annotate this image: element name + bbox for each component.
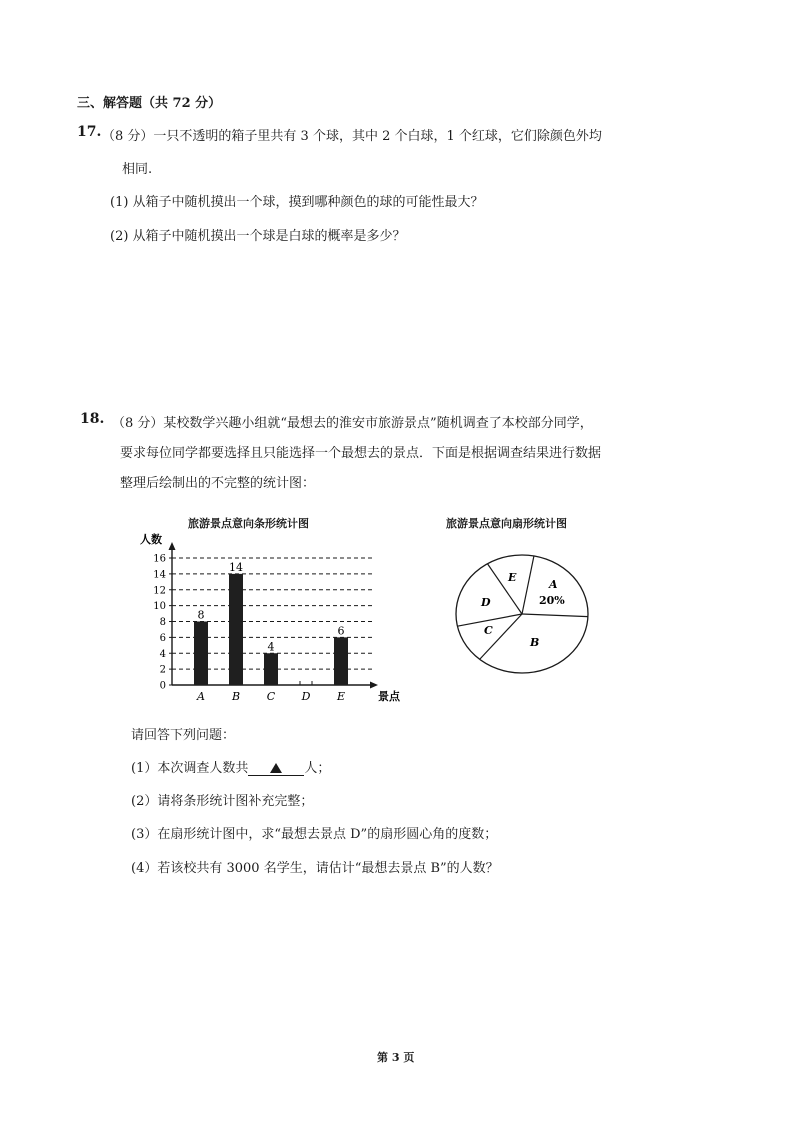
pie-label-C: C xyxy=(484,624,493,637)
x-axis-arrow-icon xyxy=(370,682,378,689)
question-18-sub1-suffix: 人； xyxy=(304,761,331,776)
question-17-sub1: (1) 从箱子中随机摸出一个球，摸到哪种颜色的球的可能性最大？ xyxy=(110,195,484,210)
bar-value-label-E: 6 xyxy=(337,624,345,638)
bar-value-label-A: 8 xyxy=(197,608,205,622)
y-tick-label: 12 xyxy=(153,585,166,597)
pie-chart xyxy=(450,530,600,690)
x-tick-label-C: C xyxy=(266,690,276,703)
bar-chart-xlabel: 景点 xyxy=(378,690,400,703)
pie-label-E: E xyxy=(508,571,517,584)
bar-C xyxy=(264,653,278,685)
question-18-sub1 xyxy=(131,757,330,776)
answer-blank[interactable] xyxy=(248,761,304,776)
bar-value-label-C: 4 xyxy=(267,640,275,654)
question-18-stem-line3: 整理后绘制出的不完整的统计图： xyxy=(120,476,316,491)
pie-chart-title: 旅游景点意向扇形统计图 xyxy=(446,517,567,530)
y-tick-label: 2 xyxy=(159,664,166,676)
y-tick-label: 10 xyxy=(153,601,166,613)
page-number: 第 3 页 xyxy=(377,1051,415,1064)
question-17-stem-line1: （8 分）一只不透明的箱子里共有 3 个球，其中 2 个白球，1 个红球，它们除颜色外均 xyxy=(102,129,602,144)
bar-E xyxy=(334,637,348,685)
y-tick-label: 6 xyxy=(159,632,166,644)
y-tick-label: 16 xyxy=(153,553,166,565)
bar-B xyxy=(229,574,243,685)
x-tick-label-B: B xyxy=(231,690,241,703)
bar-value-label-B: 14 xyxy=(229,560,243,574)
section-title: 三、解答题（共 72 分） xyxy=(77,96,222,111)
question-17-stem-line2: 相同. xyxy=(122,162,153,177)
bar-A xyxy=(194,622,208,686)
question-18-stem-line1: （8 分）某校数学兴趣小组就“最想去的淮安市旅游景点”随机调查了本校部分同学， xyxy=(112,416,593,431)
question-18-sub4: (4）若该校共有 3000 名学生，请估计“最想去景点 B”的人数？ xyxy=(131,861,499,876)
question-17-sub2: (2) 从箱子中随机摸出一个球是白球的概率是多少？ xyxy=(110,229,406,244)
y-tick-label: 0 xyxy=(159,680,166,692)
triangle-icon xyxy=(270,763,282,773)
question-18-number: 18. xyxy=(80,411,105,427)
y-tick-label: 4 xyxy=(159,648,166,660)
question-18-sub3: (3）在扇形统计图中，求“最想去景点 D”的扇形圆心角的度数； xyxy=(131,827,498,842)
bar-chart-title: 旅游景点意向条形统计图 xyxy=(188,517,309,530)
pie-label-B: B xyxy=(530,636,540,649)
question-18-stem-line2: 要求每位同学都要选择且只能选择一个最想去的景点．下面是根据调查结果进行数据 xyxy=(120,446,602,461)
y-tick-label: 8 xyxy=(159,617,166,628)
x-tick-label-E: E xyxy=(336,690,346,703)
question-18-sub1-prefix: (1）本次调查人数共 xyxy=(131,761,249,776)
bar-chart xyxy=(130,530,420,710)
question-18-prompt: 请回答下列问题： xyxy=(131,728,236,743)
question-17-number: 17. xyxy=(77,124,102,140)
pie-label-A-percent: 20% xyxy=(539,594,565,607)
pie-label-A: A xyxy=(549,578,558,591)
y-tick-label: 14 xyxy=(153,569,166,581)
x-tick-label-A: A xyxy=(197,690,205,703)
bar-chart-ylabel: 人数 xyxy=(140,533,162,546)
y-axis-arrow-icon xyxy=(169,542,176,550)
question-18-sub2: (2）请将条形统计图补充完整； xyxy=(131,794,314,809)
x-tick-label-D: D xyxy=(301,690,311,703)
pie-label-D: D xyxy=(481,596,491,609)
